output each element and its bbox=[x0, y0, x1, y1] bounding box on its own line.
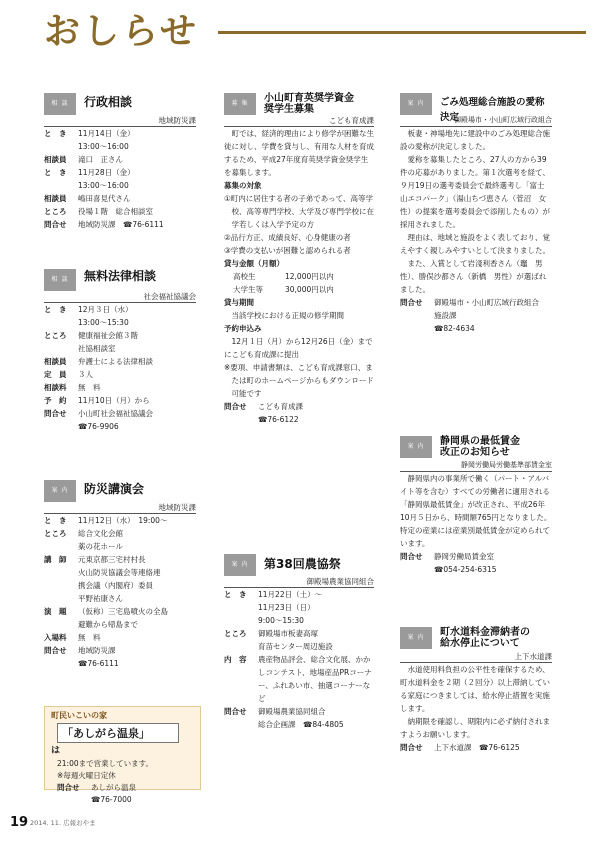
info-rows bbox=[44, 127, 196, 231]
info-row bbox=[44, 381, 196, 394]
intro-text: 町では、経済的理由により修学が困難な生徒に対し、学費を貸与し、有用な人材を育成するため、平成27年度育英奨学資金奨学生を募集します。 bbox=[224, 129, 374, 177]
row-key bbox=[224, 640, 258, 653]
scholarship-section bbox=[224, 93, 374, 426]
contact-value: 御殿場市・小山町広域行政組合 施設課 bbox=[434, 298, 547, 320]
category-tag: 案 内 bbox=[400, 93, 432, 115]
row-value: 御殿場農業協同組合 bbox=[258, 707, 326, 716]
row-value: ３人 bbox=[78, 370, 93, 379]
row-value: 社協相談室 bbox=[78, 344, 116, 353]
section-org: 地域防災課 bbox=[158, 503, 196, 512]
contact-value: 上下水道課 ☎76-6125 bbox=[434, 743, 520, 752]
row-value: 12月３日（水） bbox=[78, 305, 133, 314]
category-tag: 案 内 bbox=[400, 627, 432, 649]
info-row bbox=[44, 644, 196, 657]
row-key bbox=[224, 614, 258, 627]
row-value: 13:00〜15:30 bbox=[78, 318, 129, 327]
info-rows bbox=[224, 588, 374, 731]
amount-key: 高校生 bbox=[233, 272, 256, 281]
section-title: 行政相談 bbox=[84, 95, 133, 109]
row-key: と き bbox=[44, 305, 67, 314]
row-value: 9:00〜15:30 bbox=[258, 616, 304, 625]
box-line: ※毎週火曜日定休 bbox=[57, 771, 116, 780]
info-row bbox=[44, 179, 196, 192]
category-tag: 案 内 bbox=[44, 480, 76, 502]
body-text: 愛称を募集したところ、27人の方から39件の応募がありました。第１次選考を経て、９月19日の選考委員会で最終選考し「富士山エコパーク」（湯山ちづ恵さん（菅沼 女性）の提案を選考委員会で添削したもの）が採用されました。 bbox=[400, 155, 550, 229]
row-key: ところ bbox=[44, 529, 67, 538]
body-text: 納期限を確認し、期限内に必ず納付されますようお願いします。 bbox=[400, 717, 550, 739]
row-value: 11月23日（日） bbox=[258, 603, 315, 612]
row-key: 相談員 bbox=[44, 194, 67, 203]
row-value: 平野祐康さん bbox=[78, 594, 123, 603]
target-item: ②品行方正、成績良好、心身健康の者 bbox=[224, 233, 351, 242]
row-value: 火山防災協議会等連絡連 bbox=[78, 568, 161, 577]
section-title: 静岡県の最低賃金 改正のお知らせ bbox=[440, 436, 520, 458]
contact-value: あしがら温泉 bbox=[91, 783, 136, 792]
row-key: 相談員 bbox=[44, 155, 67, 164]
amount-value: 12,000円以内 bbox=[285, 272, 334, 281]
row-key: 問合せ bbox=[224, 707, 247, 716]
row-key: 予 約 bbox=[44, 396, 67, 405]
row-key: ところ bbox=[44, 207, 67, 216]
row-key bbox=[224, 601, 258, 614]
section-title: 小山町育英奨学資金 奨学生募集 bbox=[264, 93, 354, 115]
row-value: 地域防災課 ☎76-6111 bbox=[78, 220, 164, 229]
info-row bbox=[44, 342, 196, 355]
info-row bbox=[224, 640, 374, 653]
amount-heading: 貸与金額（月額） bbox=[224, 259, 284, 268]
info-row bbox=[44, 153, 196, 166]
contact-tel: ☎054-254-6315 bbox=[434, 565, 497, 574]
contact-key: 問合せ bbox=[400, 298, 423, 307]
contact-value: 静岡労働局賃金室 bbox=[434, 552, 494, 561]
contact-value: こども育成課 bbox=[258, 402, 303, 411]
row-key bbox=[44, 579, 78, 592]
water-stop-section bbox=[400, 627, 552, 754]
row-value: 弁護士による法律相談 bbox=[78, 357, 153, 366]
category-tag: 案 内 bbox=[400, 436, 432, 458]
row-key bbox=[44, 657, 78, 670]
row-value: 携会議（内閣府）委員 bbox=[78, 581, 153, 590]
target-item: ①町内に居住する者の子弟であって、高等学校、高等専門学校、大学及び専門学校に在学若しくは入学予定の方 bbox=[224, 194, 374, 229]
page-title: おしらせ bbox=[44, 11, 199, 52]
section-title: 防災講演会 bbox=[84, 482, 145, 496]
onsen-notice-box bbox=[44, 706, 201, 804]
row-value: 農産物品評会、総合文化展、かかしコンテスト、地場産品PRコーナー、ふれあい市、抽選コーナーなど bbox=[258, 655, 372, 703]
section-title: 無料法律相談 bbox=[84, 269, 157, 283]
info-row bbox=[44, 316, 196, 329]
body-text: 板妻・神場地先に建設中のごみ処理総合施設の愛称が決定しました。 bbox=[400, 129, 550, 151]
info-rows bbox=[44, 514, 196, 670]
row-value: 11月22日（土）〜 bbox=[258, 590, 323, 599]
row-value: 御殿場市板妻高塚 bbox=[258, 629, 318, 638]
info-row bbox=[44, 127, 196, 140]
info-row bbox=[44, 394, 196, 407]
body-text: 水道使用料負担の公平性を確保するため、町水道料金を２期（２回分）以上滞納している家庭につきましては、給水停止措置を実施します。 bbox=[400, 665, 550, 713]
legal-consultation bbox=[44, 269, 196, 433]
row-key: 内 容 bbox=[224, 655, 247, 664]
row-value: 総合文化会館 bbox=[78, 529, 123, 538]
row-key: と き bbox=[44, 516, 67, 525]
info-row bbox=[44, 218, 196, 231]
row-value: 総合企画課 ☎84-4805 bbox=[258, 720, 344, 729]
row-value: ☎76-6111 bbox=[78, 659, 119, 668]
onsen-particle: は bbox=[51, 746, 61, 756]
title-rule bbox=[218, 31, 586, 34]
body-text: また、入賞として岩淺利香さん（竈 男性）、勝俣沙都さん（新橋 男性）が選ばれました。 bbox=[400, 259, 547, 294]
category-tag: 案 内 bbox=[224, 554, 256, 576]
row-value: 11月28日（金） bbox=[78, 168, 135, 177]
contact-key: 問合せ bbox=[57, 783, 80, 792]
section-org: 御殿場市・小山町広域行政組合 bbox=[454, 116, 552, 124]
info-row bbox=[44, 540, 196, 553]
target-item: ③学費の支払いが困難と認められる者 bbox=[224, 246, 351, 255]
info-row bbox=[224, 614, 374, 627]
info-row bbox=[44, 631, 196, 644]
row-key: 定 員 bbox=[44, 370, 67, 379]
info-row bbox=[44, 657, 196, 670]
row-value: 地域防災課 bbox=[78, 646, 116, 655]
row-value: 13:00〜16:00 bbox=[78, 142, 129, 151]
apply-heading: 予約申込み bbox=[224, 324, 262, 333]
row-value: 健康福祉会館３階 bbox=[78, 331, 138, 340]
row-key: 問合せ bbox=[44, 409, 67, 418]
row-key: 講 師 bbox=[44, 555, 67, 564]
info-row bbox=[44, 605, 196, 618]
info-row bbox=[44, 368, 196, 381]
row-value: （仮称）三宅島噴火の全島 bbox=[78, 607, 168, 616]
info-row bbox=[224, 601, 374, 614]
row-value: 嶋田喜見代さん bbox=[78, 194, 131, 203]
apply-text: 12月１日（月）から12月26日（金）までにこども育成課に提出 bbox=[224, 337, 373, 359]
info-rows bbox=[44, 303, 196, 433]
row-value: 11月10日（月）から bbox=[78, 396, 150, 405]
row-key bbox=[224, 718, 258, 731]
row-key: と き bbox=[224, 590, 247, 599]
row-value: 11月14日（金） bbox=[78, 129, 135, 138]
row-value: 元東京都三宅村村長 bbox=[78, 555, 146, 564]
info-row bbox=[224, 705, 374, 718]
contact-tel: ☎76-7000 bbox=[91, 795, 132, 804]
info-row bbox=[44, 355, 196, 368]
row-key bbox=[44, 342, 78, 355]
body-text: 理由は、地域と施設をよく表しており、覚えやすく親しみやすいとして決まりました。 bbox=[400, 233, 550, 255]
admin-consultation bbox=[44, 93, 196, 231]
row-value: 無 料 bbox=[78, 633, 101, 642]
info-row bbox=[224, 653, 374, 705]
info-row bbox=[44, 205, 196, 218]
row-value: 無 料 bbox=[78, 383, 101, 392]
info-row bbox=[44, 579, 196, 592]
section-title: ごみ処理総合施設の愛称決定 bbox=[440, 97, 545, 123]
row-key: 演 題 bbox=[44, 607, 67, 616]
row-key: ところ bbox=[44, 331, 67, 340]
box-line: 21:00まで営業しています。 bbox=[57, 759, 154, 768]
info-row bbox=[44, 566, 196, 579]
contact-key: 問合せ bbox=[400, 743, 423, 752]
amount-value: 30,000円以内 bbox=[285, 285, 334, 294]
category-tag: 募 集 bbox=[224, 93, 256, 115]
info-row bbox=[44, 407, 196, 420]
target-heading: 募集の対象 bbox=[224, 181, 262, 190]
row-value: 11月12日（水） 19:00〜 bbox=[78, 516, 168, 525]
contact-key: 問合せ bbox=[224, 402, 247, 411]
row-value: ☎76-9906 bbox=[78, 422, 119, 431]
contact-key: 問合せ bbox=[400, 552, 423, 561]
row-key: 問合せ bbox=[44, 220, 67, 229]
note-text: ※要項、申請書類は、こども育成課窓口、または町のホームページからもダウンロード可能です bbox=[224, 363, 374, 398]
row-key bbox=[44, 540, 78, 553]
info-row bbox=[44, 618, 196, 631]
info-row bbox=[44, 192, 196, 205]
row-key: と き bbox=[44, 168, 67, 177]
row-key: ところ bbox=[224, 629, 247, 638]
row-value: 役場１階 総合相談室 bbox=[78, 207, 153, 216]
section-org: 上下水道課 bbox=[514, 652, 552, 661]
section-org: 御殿場農業協同組合 bbox=[306, 577, 374, 586]
section-org: 地域防災課 bbox=[158, 116, 196, 125]
page-number: 19 bbox=[10, 815, 29, 830]
info-row bbox=[44, 140, 196, 153]
row-key bbox=[44, 316, 78, 329]
row-key bbox=[44, 618, 78, 631]
row-value: 薬の花ホール bbox=[78, 542, 123, 551]
row-value: 育苗センター周辺施設 bbox=[258, 642, 333, 651]
box-heading: 町民いこいの家 bbox=[51, 711, 107, 720]
min-wage-section bbox=[400, 436, 552, 576]
row-key: 入場料 bbox=[44, 633, 67, 642]
info-row bbox=[44, 303, 196, 316]
row-value: 避難から帰島まで bbox=[78, 620, 138, 629]
info-row bbox=[44, 166, 196, 179]
period-heading: 貸与期間 bbox=[224, 298, 254, 307]
info-row bbox=[44, 329, 196, 342]
category-tag: 相 談 bbox=[44, 93, 76, 115]
row-key bbox=[44, 140, 78, 153]
info-row bbox=[44, 592, 196, 605]
body-text: 静岡県内の事業所で働く（パート・アルバイト等を含む）すべての労働者に適用される「静岡県最低賃金」が改正され、平成26年10月５日から、時間額765円となりました。特定の産業には産業別最低賃金が定められています。 bbox=[400, 474, 552, 548]
section-org: 社会福祉協議会 bbox=[143, 292, 196, 301]
category-tag: 相 談 bbox=[44, 269, 76, 291]
section-org: こども育成課 bbox=[329, 116, 374, 125]
row-key bbox=[44, 179, 78, 192]
festival-section bbox=[224, 554, 374, 731]
contact-tel: ☎82-4634 bbox=[434, 324, 475, 333]
contact-tel: ☎76-6122 bbox=[258, 415, 299, 424]
section-title: 町水道料金滞納者の 給水停止について bbox=[440, 627, 530, 649]
info-row bbox=[44, 553, 196, 566]
info-row bbox=[224, 627, 374, 640]
period-text: 当該学校における正規の修学期間 bbox=[231, 311, 344, 320]
row-value: 13:00〜16:00 bbox=[78, 181, 129, 190]
row-key bbox=[44, 566, 78, 579]
info-row bbox=[44, 514, 196, 527]
section-title: 第38回農協祭 bbox=[264, 557, 341, 571]
info-row bbox=[224, 718, 374, 731]
row-key: 相談員 bbox=[44, 357, 67, 366]
row-key: 問合せ bbox=[44, 646, 67, 655]
row-key: と き bbox=[44, 129, 67, 138]
disaster-lecture bbox=[44, 480, 196, 670]
info-row bbox=[44, 527, 196, 540]
section-org: 静岡労働局労働基準部賃金室 bbox=[461, 461, 552, 469]
onsen-name: 「あしがら温泉」 bbox=[57, 723, 179, 743]
row-value: 滝口 正さん bbox=[78, 155, 123, 164]
footer-text: 2014. 11. 広報おやま bbox=[30, 819, 96, 827]
row-key bbox=[44, 592, 78, 605]
info-row bbox=[224, 588, 374, 601]
waste-facility-section bbox=[400, 93, 552, 335]
info-row bbox=[44, 420, 196, 433]
row-key: 相談料 bbox=[44, 383, 67, 392]
row-key bbox=[44, 420, 78, 433]
amount-key: 大学生等 bbox=[233, 285, 263, 294]
row-value: 小山町社会福祉協議会 bbox=[78, 409, 153, 418]
